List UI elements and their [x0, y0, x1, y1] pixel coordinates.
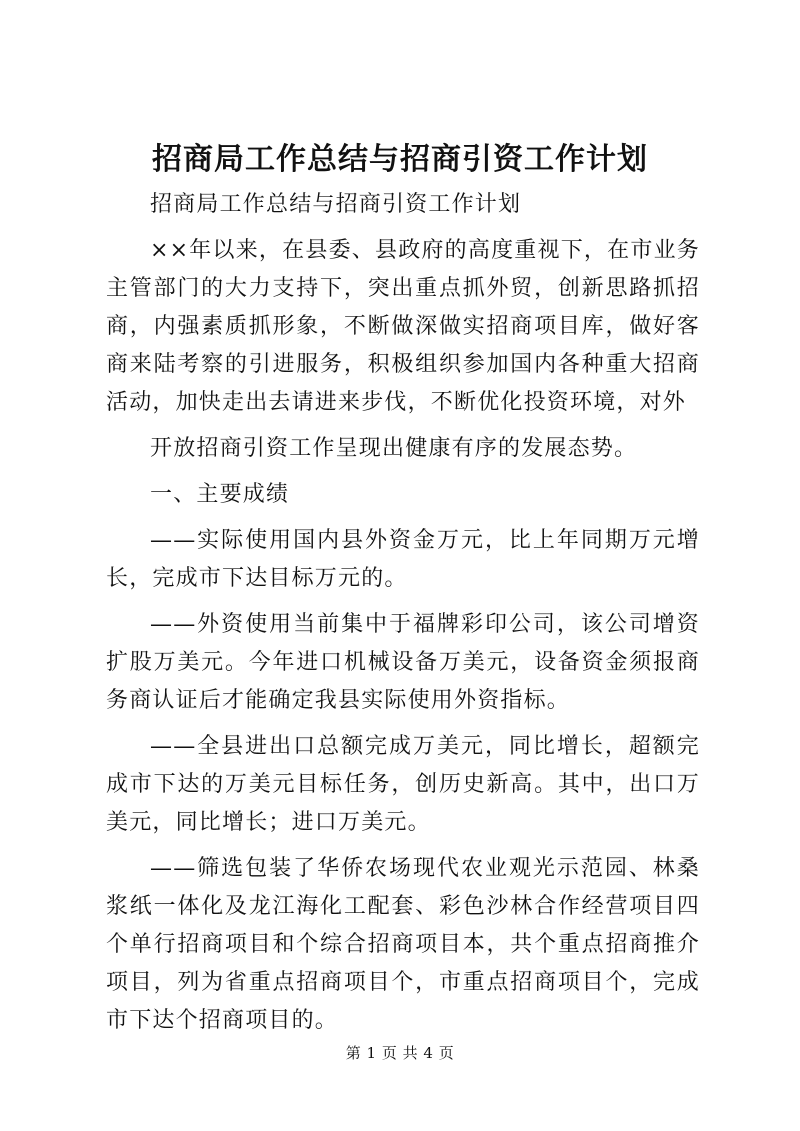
paragraph-import-export: ——全县进出口总额完成万美元，同比增长，超额完成市下达的万美元目标任务，创历史新高。其中，出口万美元，同比增长；进口万美元。 [106, 734, 700, 835]
paragraph-intro-continued: 开放招商引资工作呈现出健康有序的发展态势。 [150, 436, 638, 461]
section-heading: 一、主要成绩 [150, 482, 290, 507]
page-footer: 第 1 页 共 4 页 [345, 1044, 455, 1062]
document-body [106, 186, 700, 1048]
paragraph-subtitle: 招商局工作总结与招商引资工作计划 [150, 192, 522, 217]
paragraph-foreign-investment: ——外资使用当前集中于福牌彩印公司，该公司增资扩股万美元。今年进口机械设备万美元，设备资金须报商务商认证后才能确定我县实际使用外资指标。 [106, 612, 700, 713]
paragraph-intro: ××年以来，在县委、县政府的高度重视下，在市业务主管部门的大力支持下，突出重点抓外贸，创新思路抓招商，内强素质抓形象，不断做深做实招商项目库，做好客商来陆考察的引进服务，积极组织参加国内各种重大招商活动，加快走出去请进来步伐，不断优化投资环境，对外 [106, 238, 700, 415]
paragraph-projects: ——筛选包装了华侨农场现代农业观光示范园、林桑浆纸一体化及龙江海化工配套、彩色沙林合作经营项目四个单行招商项目和个综合招商项目本，共个重点招商推介项目，列为省重点招商项目个，市重点招商项目个，完成市下达个招商项目的。 [106, 856, 700, 1033]
document-title: 招商局工作总结与招商引资工作计划 [152, 142, 648, 177]
paragraph-domestic-funds: ——实际使用国内县外资金万元，比上年同期万元增长，完成市下达目标万元的。 [106, 528, 700, 591]
